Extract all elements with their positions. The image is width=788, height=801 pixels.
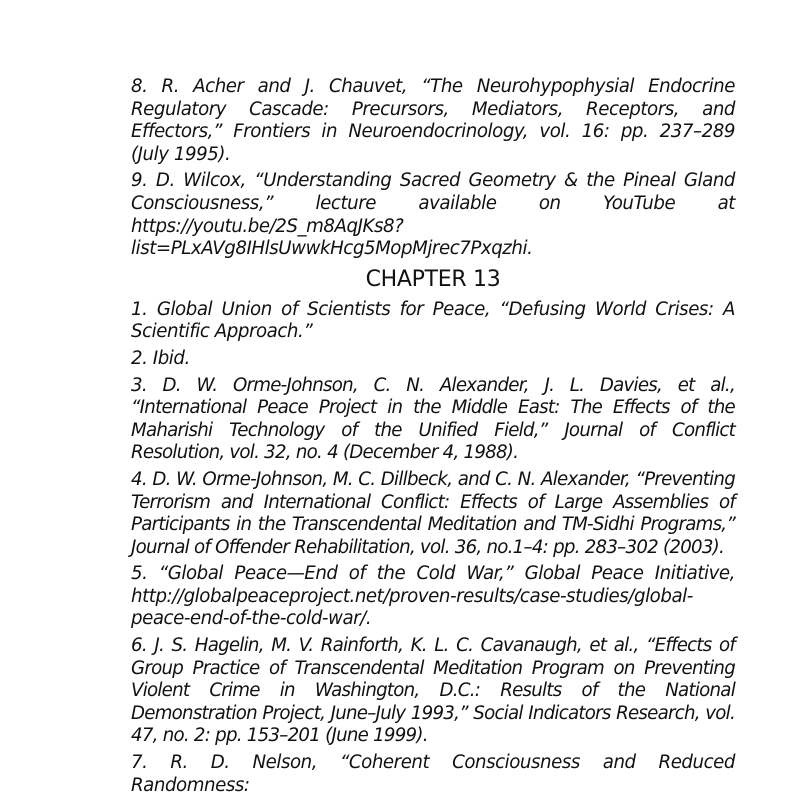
endnotes-page <box>131 76 735 801</box>
endnote-9: 9. D. Wilcox, “Understanding Sacred Geometry & the Pineal Gland Consciousness,” lecture available on YouTube at https://youtu.be/2S_m8AqJKs8?list=PLxAVg8IHlsUwwkHcg5MopMjrec7Pxqzhi. <box>131 170 735 260</box>
endnote-2: 2. Ibid. <box>131 347 190 369</box>
endnote-8: 8. R. Acher and J. Chauvet, “The Neurohypophysial Endocrine Regulatory Cascade: Precursors, Mediators, Receptors, and Effectors,” Frontiers in Neuroendocrinology, vol. 16: pp. 237–289 (July 1995). <box>131 76 735 165</box>
endnote-1: 1. Global Union of Scientists for Peace, “Defusing World Crises: A Scientific Approach.” <box>131 298 735 343</box>
endnote-7: 7. R. D. Nelson, “Coherent Consciousness and Reduced Randomness: <box>131 752 735 796</box>
endnote-4: 4. D. W. Orme-Johnson, M. C. Dillbeck, and C. N. Alexander, “Preventing Terrorism and International Conflict: Effects of Large Assemblies of Participants in the Transcendental Meditation and TM-Sidhi Programs,” Journal of Offender Rehabilitation, vol. 36, no.1–4: pp. 283–302 (2003). <box>131 468 735 558</box>
endnote-5: 5. “Global Peace—End of the Cold War,” Global Peace Initiative, http://globalpeaceproject.net/proven-results/case-studies/global-peace-end-of-the-cold-war/. <box>131 563 735 630</box>
endnote-6: 6. J. S. Hagelin, M. V. Rainforth, K. L. C. Cavanaugh, et al., “Effects of Group Practice of Transcendental Meditation Program on Preventing Violent Crime in Washington, D.C.: Results of the National Demonstration Project, June–July 1993,” Social Indicators Research, vol. 47, no. 2: pp. 153–201 (June 1999). <box>131 635 735 747</box>
endnote-3: 3. D. W. Orme-Johnson, C. N. Alexander, J. L. Davies, et al., “International Peace Project in the Middle East: The Effects of the Maharishi Technology of the Unified Field,” Journal of Conflict Resolution, vol. 32, no. 4 (December 4, 1988). <box>131 374 735 464</box>
chapter-heading: CHAPTER 13 <box>365 266 501 292</box>
